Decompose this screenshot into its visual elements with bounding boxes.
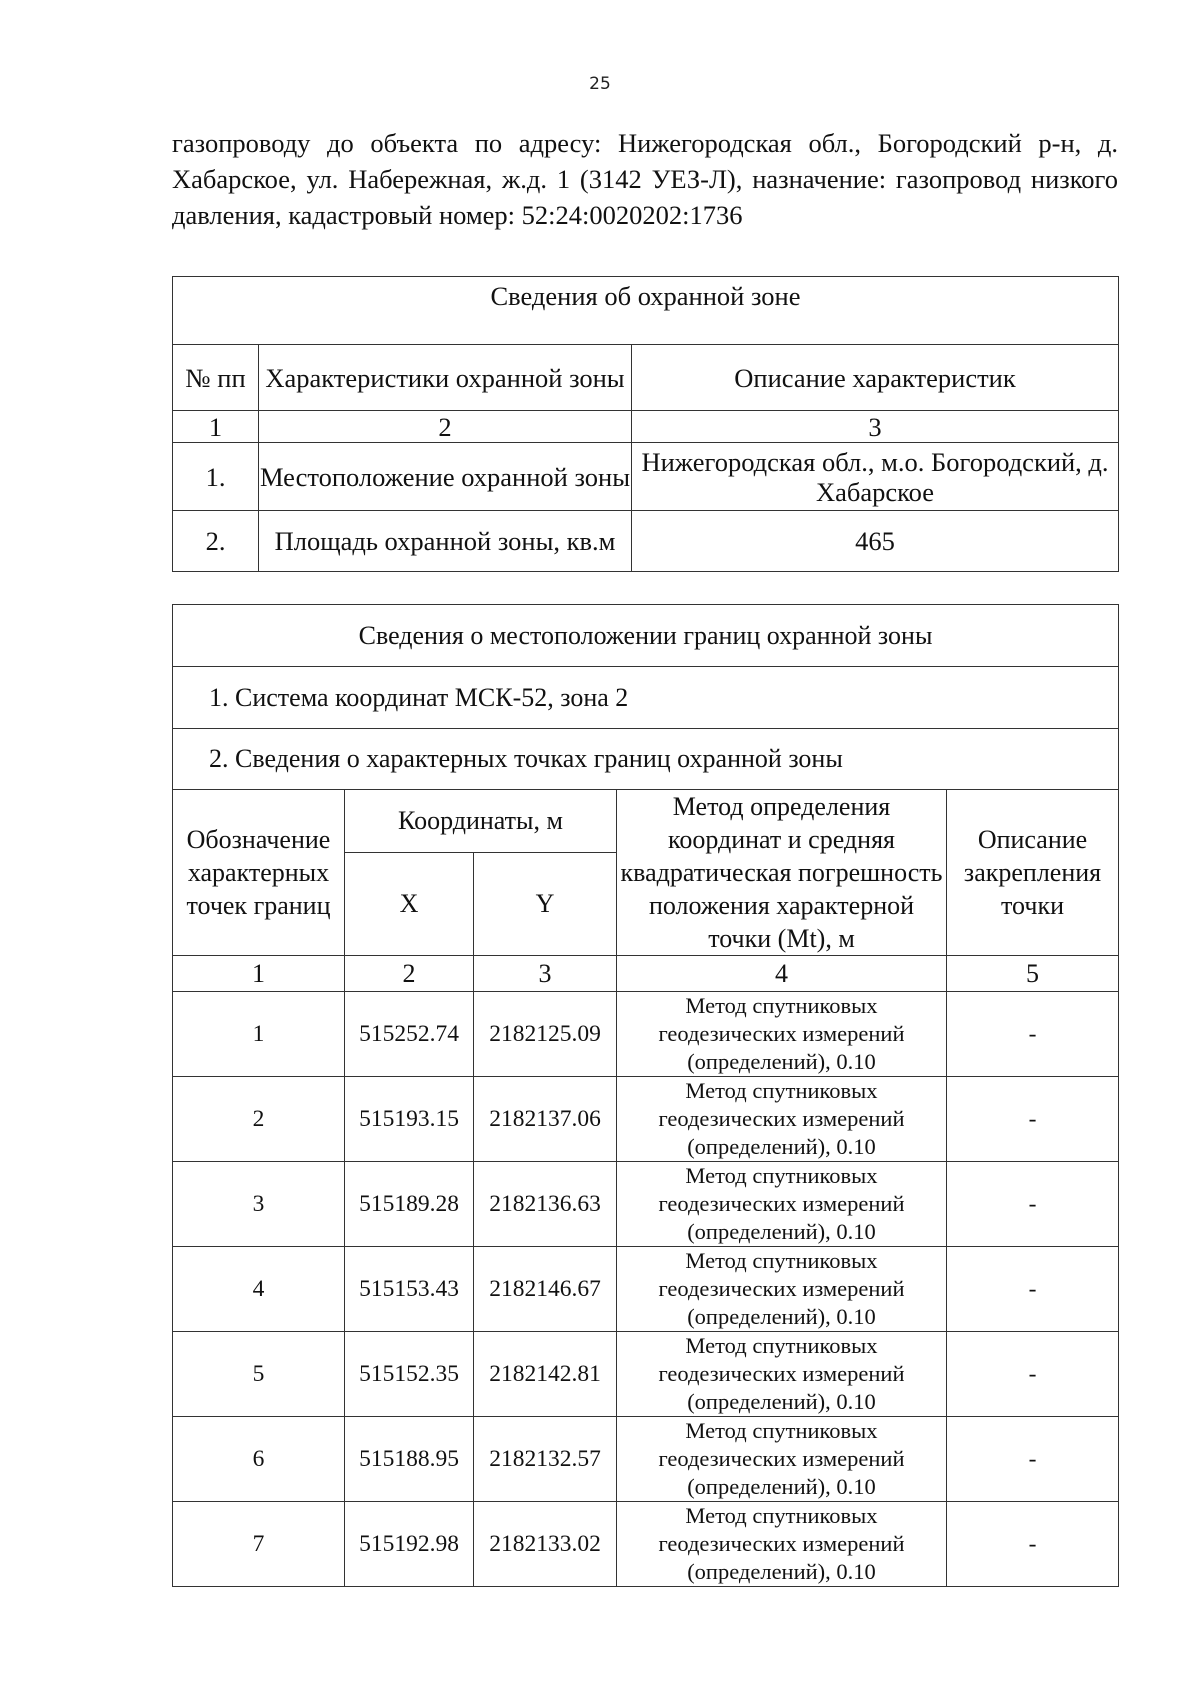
x-coordinate: 515192.98 (345, 1502, 474, 1587)
method-description: Метод спутниковых геодезических измерений (определений), 0.10 (617, 1417, 947, 1502)
row-value: Нижегородская обл., м.о. Богородский, д. Хабарское (632, 443, 1119, 511)
col-number: 2 (345, 956, 474, 992)
point-id: 7 (173, 1502, 345, 1587)
row-number: 1. (173, 443, 259, 511)
header-point-designation: Обозначение характерных точек границ (173, 790, 345, 956)
col-number: 4 (617, 956, 947, 992)
zone-header-description: Описание характеристик (632, 345, 1119, 411)
zone-table-title: Сведения об охранной зоне (173, 277, 1119, 345)
page-number: 25 (589, 74, 611, 94)
col-number: 3 (474, 956, 617, 992)
x-coordinate: 515153.43 (345, 1247, 474, 1332)
points-section-row: 2. Сведения о характерных точках границ охранной зоны (173, 729, 1119, 790)
header-x: X (345, 852, 474, 955)
zone-header-num: № пп (173, 345, 259, 411)
zone-col-number: 2 (259, 411, 632, 443)
table-row (173, 1332, 1119, 1417)
table-row (173, 1247, 1119, 1332)
header-y: Y (474, 852, 617, 955)
point-id: 3 (173, 1162, 345, 1247)
fixing-description: - (947, 992, 1119, 1077)
zone-col-number: 3 (632, 411, 1119, 443)
y-coordinate: 2182136.63 (474, 1162, 617, 1247)
table-row (173, 443, 1119, 511)
fixing-description: - (947, 1502, 1119, 1587)
table-row (173, 1162, 1119, 1247)
y-coordinate: 2182125.09 (474, 992, 617, 1077)
row-number: 2. (173, 511, 259, 572)
point-id: 2 (173, 1077, 345, 1162)
x-coordinate: 515189.28 (345, 1162, 474, 1247)
method-description: Метод спутниковых геодезических измерений (определений), 0.10 (617, 1502, 947, 1587)
method-description: Метод спутниковых геодезических измерений (определений), 0.10 (617, 1162, 947, 1247)
table-row (173, 511, 1119, 572)
header-fixing: Описание закрепления точки (947, 790, 1119, 956)
method-description: Метод спутниковых геодезических измерений (определений), 0.10 (617, 1332, 947, 1417)
y-coordinate: 2182133.02 (474, 1502, 617, 1587)
y-coordinate: 2182142.81 (474, 1332, 617, 1417)
row-characteristic: Площадь охранной зоны, кв.м (259, 511, 632, 572)
x-coordinate: 515252.74 (345, 992, 474, 1077)
fixing-description: - (947, 1077, 1119, 1162)
method-description: Метод спутниковых геодезических измерений (определений), 0.10 (617, 1077, 947, 1162)
zone-header-characteristic: Характеристики охранной зоны (259, 345, 632, 411)
fixing-description: - (947, 1162, 1119, 1247)
table-row (173, 1502, 1119, 1587)
row-characteristic: Местоположение охранной зоны (259, 443, 632, 511)
coordinate-system-row: 1. Система координат МСК-52, зона 2 (173, 667, 1119, 729)
x-coordinate: 515152.35 (345, 1332, 474, 1417)
header-method: Метод определения координат и средняя квадратическая погрешность положения характерной точки (Mt), м (617, 790, 947, 956)
table-row (173, 992, 1119, 1077)
col-number: 1 (173, 956, 345, 992)
col-number: 5 (947, 956, 1119, 992)
intro-paragraph: газопроводу до объекта по адресу: Нижегородская обл., Богородский р-н, д. Хабарское, ул. Набережная, ж.д. 1 (3142 УЕЗ-Л), назначение: газопровод низкого давления, кадастровый номер: 52:24:0020202:1736 (172, 128, 1118, 230)
point-id: 4 (173, 1247, 345, 1332)
point-id: 1 (173, 992, 345, 1077)
fixing-description: - (947, 1332, 1119, 1417)
table-row (173, 1077, 1119, 1162)
method-description: Метод спутниковых геодезических измерений (определений), 0.10 (617, 1247, 947, 1332)
method-description: Метод спутниковых геодезических измерений (определений), 0.10 (617, 992, 947, 1077)
x-coordinate: 515193.15 (345, 1077, 474, 1162)
fixing-description: - (947, 1417, 1119, 1502)
zone-col-number: 1 (173, 411, 259, 443)
header-coordinates: Координаты, м (345, 790, 617, 853)
boundary-points-table (172, 604, 1119, 1587)
x-coordinate: 515188.95 (345, 1417, 474, 1502)
y-coordinate: 2182137.06 (474, 1077, 617, 1162)
table-row (173, 1417, 1119, 1502)
fixing-description: - (947, 1247, 1119, 1332)
y-coordinate: 2182146.67 (474, 1247, 617, 1332)
protection-zone-table (172, 276, 1119, 572)
boundary-table-title: Сведения о местоположении границ охранной зоны (173, 605, 1119, 667)
point-id: 6 (173, 1417, 345, 1502)
point-id: 5 (173, 1332, 345, 1417)
row-value: 465 (632, 511, 1119, 572)
y-coordinate: 2182132.57 (474, 1417, 617, 1502)
